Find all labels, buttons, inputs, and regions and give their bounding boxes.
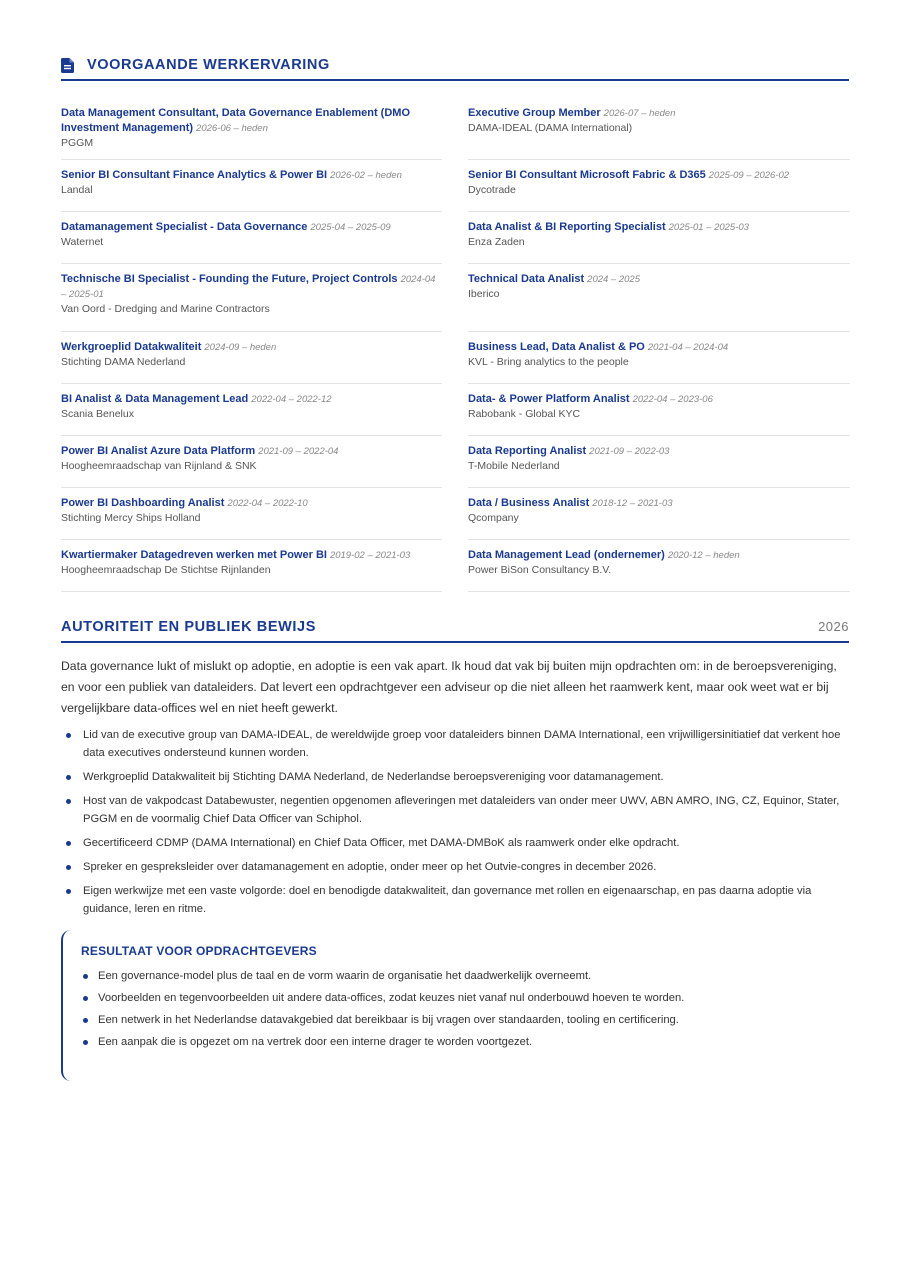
job-entry (61, 496, 442, 540)
job-dates: 2021-09 – 2022-03 (589, 446, 670, 457)
job-entry (468, 106, 850, 160)
job-dates: 2020-12 – heden (667, 550, 740, 561)
job-dates: 2022-04 – 2022-12 (251, 394, 332, 405)
job-title: Power BI Analist Azure Data Platform (61, 445, 256, 457)
job-role (468, 444, 850, 459)
job-title: Senior BI Consultant Microsoft Fabric & D365 (468, 169, 706, 181)
authority-bullet: Lid van de executive group van DAMA-IDEAL, de wereldwijde groep voor dataleiders binnen DAMA International, een vrijwilligersinitiatief dat verkent hoe data executives ondersteund kunnen worden. (61, 726, 851, 762)
job-entry (468, 548, 850, 592)
job-role (468, 496, 850, 511)
job-role (61, 340, 442, 355)
result-list (81, 968, 851, 1050)
job-organization: Stichting Mercy Ships Holland (61, 512, 201, 524)
job-dates: 2021-09 – 2022-04 (258, 446, 339, 457)
experience-section-header (61, 51, 849, 81)
job-organization: Dycotrade (468, 184, 516, 196)
job-organization: DAMA-IDEAL (DAMA International) (468, 122, 633, 134)
job-role (468, 548, 850, 563)
job-dates: 2019-02 – 2021-03 (329, 550, 411, 561)
job-organization: Waternet (61, 236, 104, 248)
job-organization: Qcompany (468, 512, 519, 524)
job-organization: Power BiSon Consultancy B.V. (468, 564, 612, 576)
result-item: Een netwerk in het Nederlandse datavakgebied dat bereikbaar is bij vragen over standaarden, tooling en certificering. (81, 1012, 851, 1028)
job-title: BI Analist & Data Management Lead (61, 393, 249, 405)
job-title: Datamanagement Specialist - Data Governance (61, 221, 308, 233)
job-title: Data Management Lead (ondernemer) (468, 549, 665, 561)
job-organization: Hoogheemraadschap De Stichtse Rijnlanden (61, 564, 271, 576)
job-role (61, 272, 442, 302)
job-title: Technical Data Analist (468, 273, 585, 285)
job-entry (468, 220, 850, 264)
experience-section-title: VOORGAANDE WERKERVARING (87, 57, 330, 73)
authority-intro: Data governance lukt of mislukt op adoptie, en adoptie is een vak apart. Ik houd dat vak bij buiten mijn opdrachten om: in de beroepsvereniging, en voor een publiek van dataleiders. Dat levert een opdrachtgever een adviseur op die niet alleen het raamwerk kent, maar ook weet wat er bij vergelijkbare data-offices wel en niet heeft gewerkt. (61, 659, 837, 715)
job-title: Kwartiermaker Datagedreven werken met Power BI (61, 549, 327, 561)
job-dates: 2025-09 – 2026-02 (708, 170, 790, 181)
job-role (61, 106, 442, 136)
job-title: Data Management Consultant, Data Governance Enablement (DMO Investment Management) (61, 107, 411, 134)
job-dates: 2024-09 – heden (204, 342, 277, 353)
job-dates: 2022-04 – 2022-10 (227, 498, 308, 509)
job-title: Executive Group Member (468, 107, 601, 119)
job-entry (61, 272, 442, 332)
authority-bullet-list (61, 726, 851, 924)
result-item: Voorbeelden en tegenvoorbeelden uit andere data-offices, zodat keuzes niet vanaf nul onderbouwd hoeven te worden. (81, 990, 851, 1006)
job-role (61, 548, 442, 563)
job-role (61, 392, 442, 407)
job-organization: Landal (61, 184, 93, 196)
job-dates: 2026-07 – heden (603, 108, 676, 119)
job-title: Data- & Power Platform Analist (468, 393, 630, 405)
job-dates: 2022-04 – 2023-06 (632, 394, 713, 405)
job-dates: 2024 – 2025 (587, 274, 640, 285)
authority-year: 2026 (818, 619, 849, 634)
job-organization: Hoogheemraadschap van Rijnland & SNK (61, 460, 257, 472)
job-organization: Iberico (468, 288, 500, 300)
job-title: Werkgroeplid Datakwaliteit (61, 341, 202, 353)
authority-bullet: Host van de vakpodcast Databewuster, negentien opgenomen afleveringen met dataleiders van onder meer UWV, ABN AMRO, ING, CZ, Equinor, Stater, PGGM en de voormalig Chief Data Officer van Schiphol. (61, 792, 851, 828)
job-role (468, 272, 850, 287)
job-organization: Stichting DAMA Nederland (61, 356, 186, 368)
job-dates: 2021-04 – 2024-04 (647, 342, 729, 353)
job-entry (468, 444, 850, 488)
job-entry (468, 272, 850, 332)
job-role (61, 168, 442, 183)
job-entry (61, 168, 442, 212)
job-entry (468, 392, 850, 436)
job-title: Technische BI Specialist - Founding the Future, Project Controls (61, 273, 398, 285)
job-role (61, 496, 442, 511)
job-entry (61, 220, 442, 264)
result-callout (61, 930, 851, 1081)
job-dates: 2018-12 – 2021-03 (592, 498, 673, 509)
job-entry (468, 168, 850, 212)
job-role (61, 444, 442, 459)
job-role (468, 340, 850, 355)
document-icon (61, 58, 74, 73)
job-organization: T-Mobile Nederland (468, 460, 560, 472)
job-title: Senior BI Consultant Finance Analytics & Power BI (61, 169, 328, 181)
experience-list (61, 106, 850, 600)
authority-bullet: Eigen werkwijze met een vaste volgorde: doel en benodigde datakwaliteit, dan governance met rollen en eigenaarschap, en pas daarna adoptie via guidance, leren en ritme. (61, 882, 851, 918)
job-dates: 2024-04 – 2025-01 (61, 274, 436, 300)
job-entry (61, 444, 442, 488)
job-entry (61, 340, 442, 384)
job-title: Data Reporting Analist (468, 445, 587, 457)
job-entry (468, 340, 850, 384)
job-role (61, 220, 442, 235)
job-organization: KVL - Bring analytics to the people (468, 356, 629, 368)
authority-section-title: AUTORITEIT EN PUBLIEK BEWIJS (61, 618, 316, 635)
authority-bullet: Spreker en gespreksleider over datamanagement en adoptie, onder meer op het Outvie-congres in december 2026. (61, 858, 851, 876)
job-entry (61, 548, 442, 592)
job-role (468, 168, 850, 183)
job-organization: Enza Zaden (468, 236, 525, 248)
job-role (468, 392, 850, 407)
job-organization: PGGM (61, 137, 94, 149)
job-dates: 2025-01 – 2025-03 (668, 222, 749, 233)
job-entry (468, 496, 850, 540)
job-dates: 2026-06 – heden (196, 123, 268, 134)
job-role (468, 220, 850, 235)
job-entry (61, 392, 442, 436)
authority-section-header (61, 612, 849, 643)
job-organization: Van Oord - Dredging and Marine Contractors (61, 303, 270, 315)
result-title: RESULTAAT VOOR OPDRACHTGEVERS (81, 944, 317, 958)
authority-bullet: Gecertificeerd CDMP (DAMA International) en Chief Data Officer, met DAMA-DMBoK als raamwerk onder elke opdracht. (61, 834, 851, 852)
job-title: Data Analist & BI Reporting Specialist (468, 221, 666, 233)
job-title: Business Lead, Data Analist & PO (468, 341, 645, 353)
job-dates: 2026-02 – heden (330, 170, 402, 181)
result-item: Een governance-model plus de taal en de vorm waarin de organisatie het daadwerkelijk overneemt. (81, 968, 851, 984)
job-entry (61, 106, 442, 160)
job-organization: Scania Benelux (61, 408, 134, 420)
job-title: Data / Business Analist (468, 497, 590, 509)
job-dates: 2025-04 – 2025-09 (310, 222, 391, 233)
job-title: Power BI Dashboarding Analist (61, 497, 225, 509)
job-role (468, 106, 850, 121)
authority-bullet: Werkgroeplid Datakwaliteit bij Stichting DAMA Nederland, de Nederlandse beroepsvereniging voor datamanagement. (61, 768, 851, 786)
job-organization: Rabobank - Global KYC (468, 408, 581, 420)
result-item: Een aanpak die is opgezet om na vertrek door een interne drager te worden voortgezet. (81, 1034, 851, 1050)
